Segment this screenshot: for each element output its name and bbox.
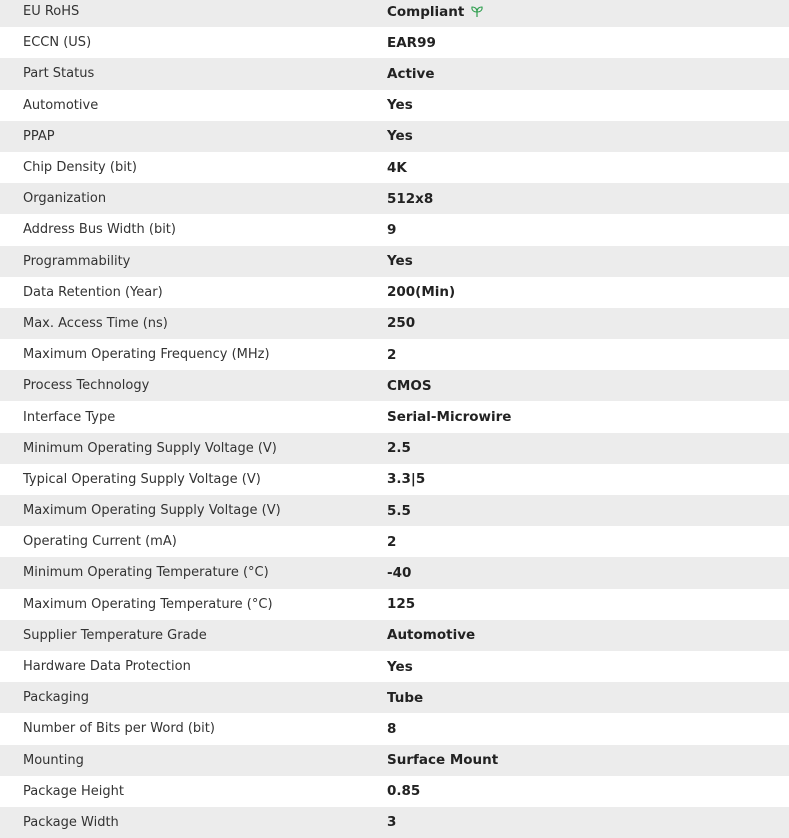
spec-label: Operating Current (mA) <box>23 534 177 550</box>
spec-row-ppap <box>0 121 789 152</box>
spec-value: 8 <box>387 720 397 737</box>
spec-label: Maximum Operating Temperature (°C) <box>23 596 273 612</box>
spec-value: 5.5 <box>387 502 411 519</box>
spec-row-part-status <box>0 58 789 89</box>
spec-value: 2 <box>387 346 397 363</box>
spec-label: Maximum Operating Frequency (MHz) <box>23 347 270 363</box>
spec-row-max-access-time <box>0 308 789 339</box>
spec-row-address-bus-width <box>0 214 789 245</box>
spec-label: Interface Type <box>23 409 116 425</box>
spec-value: 3.3|5 <box>387 471 426 488</box>
spec-row-mounting <box>0 745 789 776</box>
spec-row-package-width <box>0 807 789 838</box>
spec-label: Programmability <box>23 253 131 269</box>
spec-value: Serial-Microwire <box>387 409 512 426</box>
spec-row-organization <box>0 183 789 214</box>
spec-row-bits-per-word <box>0 713 789 744</box>
spec-row-supplier-temp-grade <box>0 620 789 651</box>
spec-row-process-technology <box>0 370 789 401</box>
spec-label: Supplier Temperature Grade <box>23 627 207 643</box>
spec-row-packaging <box>0 682 789 713</box>
spec-label: Automotive <box>23 97 99 113</box>
spec-value: Yes <box>387 658 413 675</box>
spec-label: Minimum Operating Temperature (°C) <box>23 565 269 581</box>
spec-value: 2 <box>387 533 397 550</box>
spec-row-min-operating-temp <box>0 557 789 588</box>
spec-value: 9 <box>387 221 397 238</box>
spec-label: EU RoHS <box>23 4 80 20</box>
spec-value: EAR99 <box>387 34 436 51</box>
spec-label: Max. Access Time (ns) <box>23 315 168 331</box>
spec-label: Number of Bits per Word (bit) <box>23 721 215 737</box>
spec-row-eccn <box>0 27 789 58</box>
spec-row-interface-type <box>0 401 789 432</box>
spec-label: Hardware Data Protection <box>23 659 191 675</box>
spec-value: 512x8 <box>387 190 434 207</box>
spec-value: 3 <box>387 814 397 831</box>
spec-value: -40 <box>387 564 412 581</box>
spec-value: Compliant <box>387 3 465 20</box>
spec-label: Maximum Operating Supply Voltage (V) <box>23 503 281 519</box>
spec-value: Tube <box>387 689 424 706</box>
spec-label: Data Retention (Year) <box>23 284 163 300</box>
spec-label: Package Height <box>23 783 124 799</box>
spec-value: 200(Min) <box>387 284 456 301</box>
spec-label: PPAP <box>23 128 55 144</box>
spec-label: Packaging <box>23 690 89 706</box>
spec-label: Address Bus Width (bit) <box>23 222 176 238</box>
spec-value: Yes <box>387 128 413 145</box>
spec-value-cell <box>387 4 789 20</box>
spec-row-typ-supply-voltage <box>0 464 789 495</box>
spec-value: Yes <box>387 97 413 114</box>
spec-value: 125 <box>387 596 416 613</box>
spec-label: Part Status <box>23 66 95 82</box>
spec-row-min-supply-voltage <box>0 433 789 464</box>
spec-label: Organization <box>23 191 107 207</box>
spec-row-automotive <box>0 90 789 121</box>
spec-label: Chip Density (bit) <box>23 160 137 176</box>
spec-value: 0.85 <box>387 783 421 800</box>
spec-row-programmability <box>0 246 789 277</box>
spec-label: Process Technology <box>23 378 150 394</box>
spec-row-eu-rohs <box>0 0 789 27</box>
spec-label: ECCN (US) <box>23 35 92 51</box>
spec-value: 4K <box>387 159 407 176</box>
spec-row-max-supply-voltage <box>0 495 789 526</box>
spec-row-chip-density <box>0 152 789 183</box>
spec-row-hardware-data-protection <box>0 651 789 682</box>
spec-value: Surface Mount <box>387 752 499 769</box>
spec-row-max-operating-temp <box>0 589 789 620</box>
spec-row-data-retention <box>0 277 789 308</box>
spec-label: Typical Operating Supply Voltage (V) <box>23 471 261 487</box>
spec-label: Minimum Operating Supply Voltage (V) <box>23 440 277 456</box>
spec-label: Mounting <box>23 752 84 768</box>
spec-value: 250 <box>387 315 416 332</box>
spec-row-package-height <box>0 776 789 807</box>
spec-value: CMOS <box>387 377 432 394</box>
spec-value: 2.5 <box>387 440 411 457</box>
spec-value: Yes <box>387 253 413 270</box>
leaf-icon <box>470 5 484 19</box>
spec-row-operating-current <box>0 526 789 557</box>
spec-value: Active <box>387 65 435 82</box>
spec-label: Package Width <box>23 814 119 830</box>
spec-value: Automotive <box>387 627 476 644</box>
spec-row-max-operating-frequency <box>0 339 789 370</box>
